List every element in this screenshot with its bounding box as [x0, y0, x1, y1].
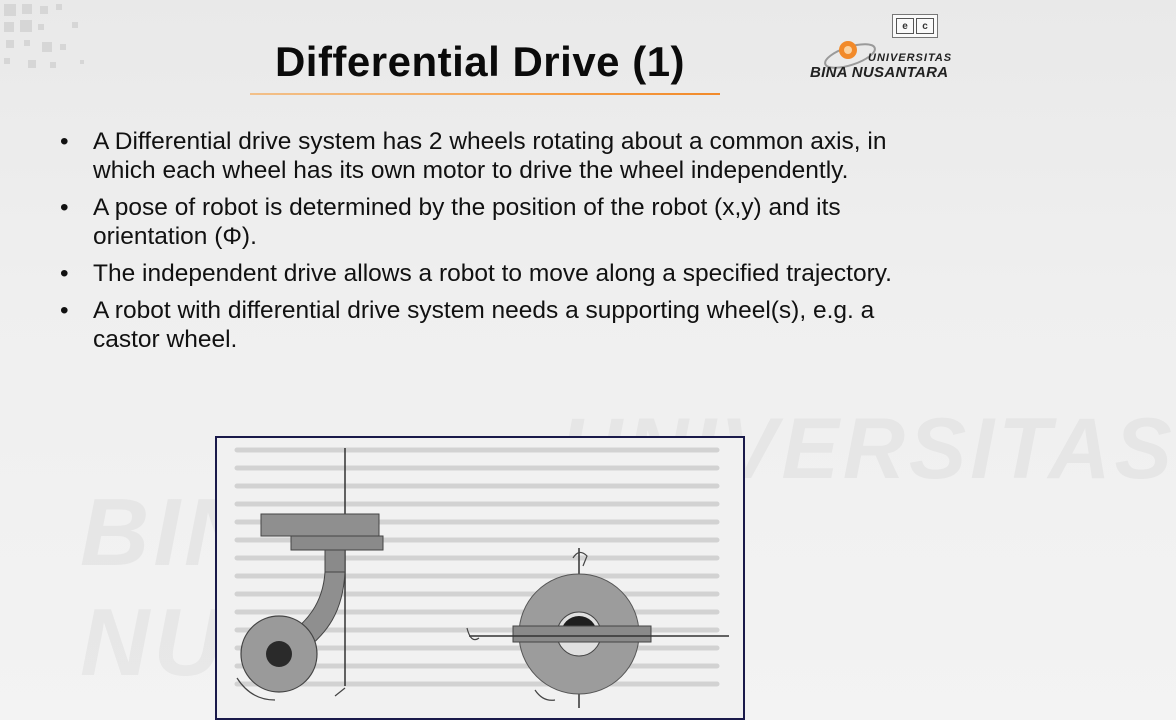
decorative-square [4, 4, 16, 16]
badge-left: e [896, 18, 914, 34]
decorative-square [4, 22, 14, 32]
bullet-item-1 [60, 127, 900, 185]
bullet-item-2 [60, 193, 900, 251]
logo-badge [892, 14, 938, 38]
badge-right: c [916, 18, 934, 34]
slide-title: Differential Drive (1) [274, 38, 686, 85]
bullet-dot: • [60, 260, 69, 287]
bullet-dot: • [60, 297, 69, 324]
title-underline [250, 93, 720, 95]
logo-line2: BINA NUSANTARA [810, 64, 949, 81]
decorative-square [38, 24, 44, 30]
bullet-text-4: A robot with differential drive system needs a supporting wheel(s), e.g. a castor wheel. [93, 297, 875, 353]
bullet-text-2: A pose of robot is determined by the position of the robot (x,y) and its orientation (Φ). [93, 194, 841, 250]
castor-wheel-illustration-icon [217, 438, 743, 718]
decorative-square [72, 22, 78, 28]
bullet-text-3: The independent drive allows a robot to move along a specified trajectory. [93, 260, 892, 287]
bullet-list [60, 127, 900, 362]
decorative-square [56, 4, 62, 10]
bullet-item-4 [60, 296, 900, 354]
university-logo [800, 12, 953, 92]
castor-wheel-figure [215, 436, 745, 720]
watermark-line1: UNIVERSITAS [560, 401, 1176, 497]
bullet-item-3 [60, 259, 900, 288]
bullet-text-1: A Differential drive system has 2 wheels rotating about a common axis, in which each wheel has its own motor to drive the wheel independently. [93, 128, 887, 184]
watermark-line2: BINA [80, 479, 328, 586]
logo-line1: UNIVERSITAS [868, 52, 953, 64]
decorative-square [20, 20, 32, 32]
bullet-dot: • [60, 128, 69, 155]
bullet-dot: • [60, 194, 69, 221]
decorative-square [40, 6, 48, 14]
decorative-square [22, 4, 32, 14]
